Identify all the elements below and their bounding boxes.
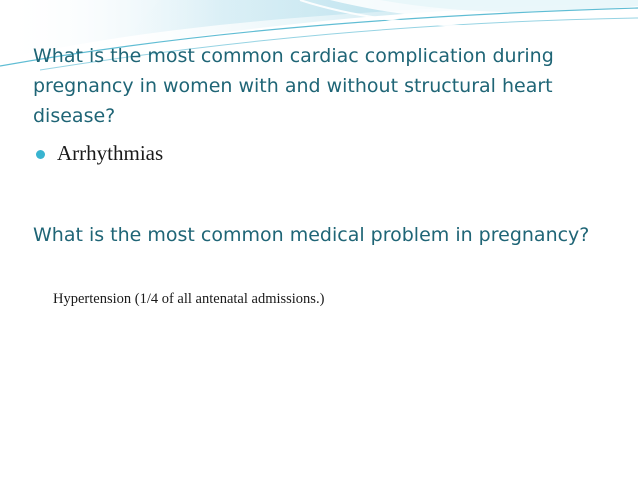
- question-1-text: What is the most common cardiac complication during pregnancy in women with and without structural heart disease?: [33, 45, 554, 127]
- bullet-icon: [36, 150, 45, 159]
- answer-1-bullet-item: [36, 139, 163, 167]
- answer-1-text: Arrhythmias: [57, 140, 164, 165]
- question-2-text: What is the most common medical problem in pregnancy?: [33, 224, 590, 246]
- answer-2-text: Hypertension (1/4 of all antenatal admissions.): [53, 291, 325, 307]
